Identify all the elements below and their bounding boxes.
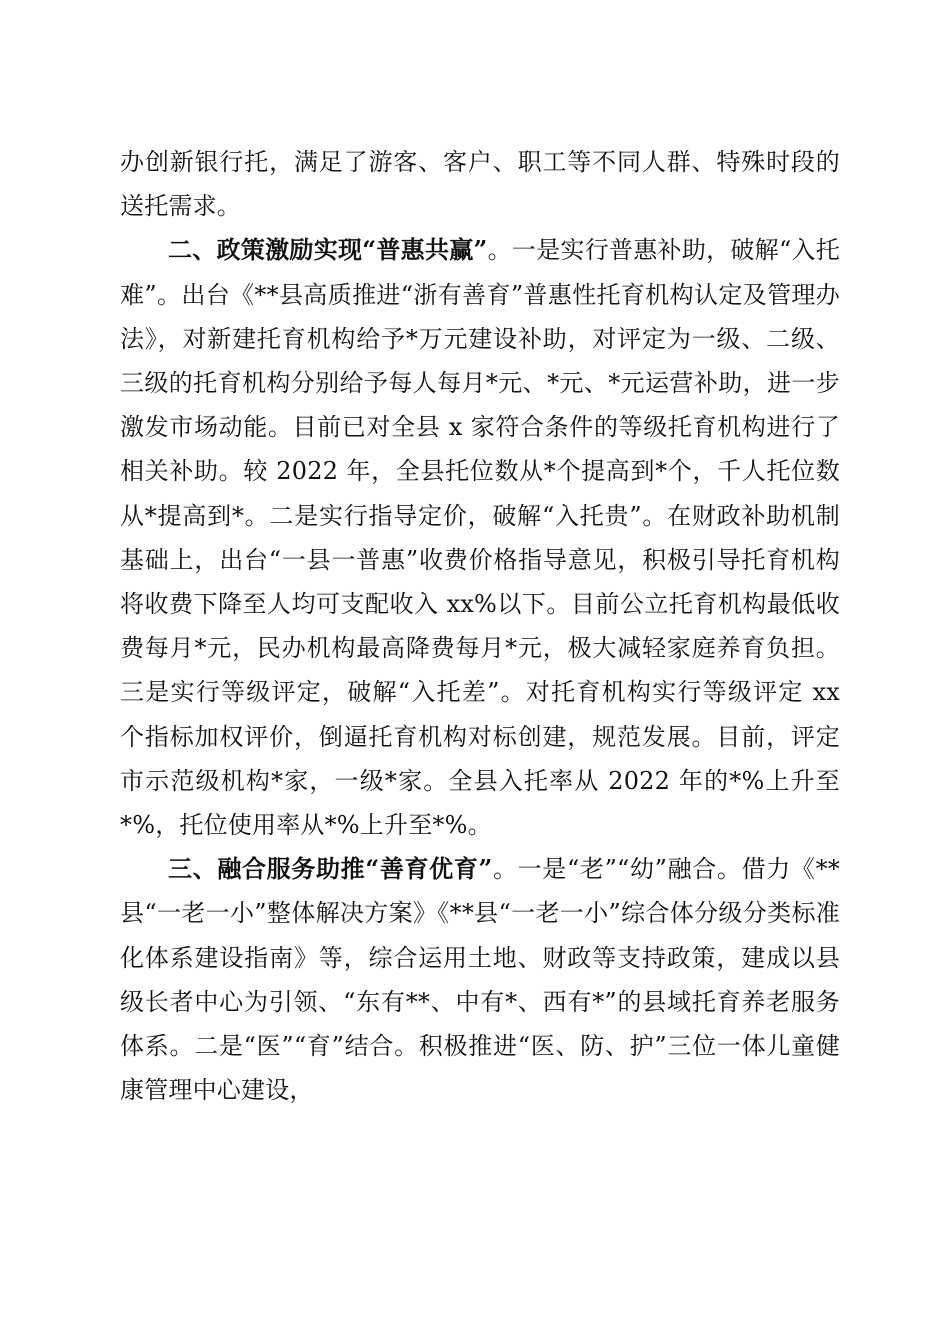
paragraph-body: 。一是“老”“幼”融合。借力《**县“一老一小”整体解决方案》《**县“一老一小”综合体分级分类标准化体系建设指南》等，综合运用土地、财政等支持政策，建成以县级长者中心为引领、“东有**、中有*、西有*”的县域托育养老服务体系。二是“医”“育”结合。积极推进“医、防、护”三位一体儿童健康管理中心建设， <box>120 855 840 1105</box>
paragraph-continuation <box>120 140 840 228</box>
paragraph-body: 办创新银行托，满足了游客、客户、职工等不同人群、特殊时段的送托需求。 <box>120 148 840 221</box>
paragraph-integrated-services <box>120 847 840 1112</box>
paragraph-policy-incentives <box>120 228 840 847</box>
section-heading: 二、政策激励实现“普惠共赢” <box>168 235 488 265</box>
document-body <box>120 140 840 1112</box>
section-heading: 三、融合服务助推“善育优育” <box>168 854 493 884</box>
paragraph-body: 。一是实行普惠补助，破解“入托难”。出台《**县高质推进“浙有善育”普惠性托育机构认定及管理办法》，对新建托育机构给予*万元建设补助，对评定为一级、二级、三级的托育机构分别给予每人每月*元、*元、*元运营补助，进一步激发市场动能。目前已对全县 x 家符合条件的等级托育机构进行了相关补助。较 2022 年，全县托位数从*个提高到*个，千人托位数从*提高到*。二是实行指导定价，破解“入托贵”。在财政补助机制基础上，出台“一县一普惠”收费价格指导意见，积极引导托育机构将收费下降至人均可支配收入 xx%以下。目前公立托育机构最低收费每月*元，民办机构最高降费每月*元，极大减轻家庭养育负担。三是实行等级评定，破解“入托差”。对托育机构实行等级评定 xx 个指标加权评价，倒逼托育机构对标创建，规范发展。目前，评定市示范级机构*家，一级*家。全县入托率从 2022 年的*%上升至*%，托位使用率从*%上升至*%。 <box>120 236 840 840</box>
